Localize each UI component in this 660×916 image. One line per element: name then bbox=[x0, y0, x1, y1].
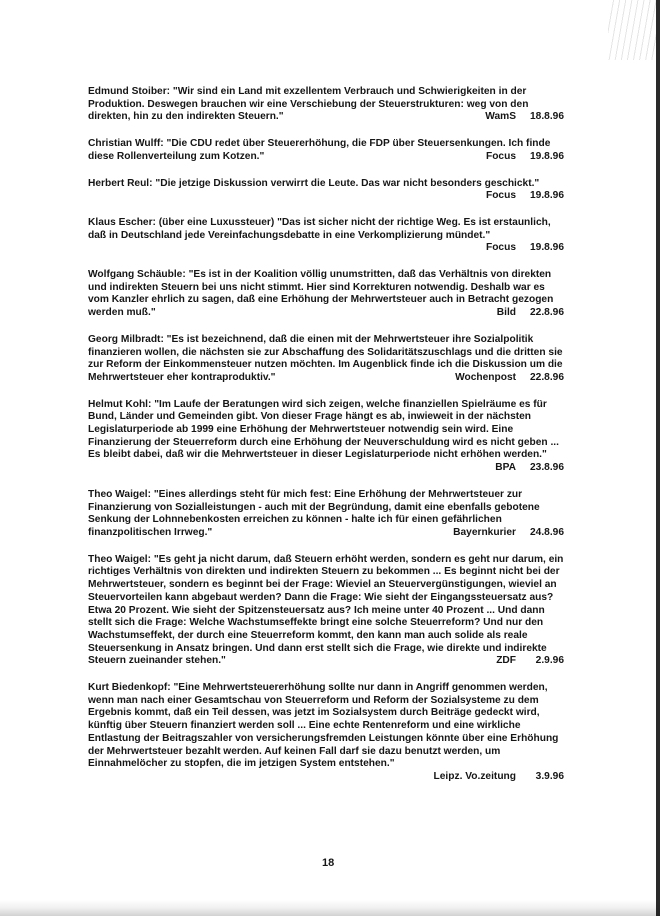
source-name: Wochenpost bbox=[455, 371, 516, 383]
source-name: ZDF bbox=[496, 655, 516, 667]
source-name: BPA bbox=[495, 462, 516, 474]
quote-speaker: Georg Milbradt: bbox=[88, 333, 164, 345]
scan-edge-shadow bbox=[656, 0, 660, 916]
source-date: 3.9.96 bbox=[535, 770, 564, 782]
quote-source bbox=[496, 655, 564, 668]
quote-source bbox=[485, 111, 564, 124]
quote-block bbox=[88, 554, 564, 668]
source-date: 18.8.96 bbox=[530, 111, 564, 123]
quote-block bbox=[88, 269, 564, 320]
source-date: 22.8.96 bbox=[530, 307, 564, 319]
source-date: 22.8.96 bbox=[530, 371, 564, 383]
page-number: 18 bbox=[322, 857, 335, 869]
quote-speaker: Theo Waigel: bbox=[88, 553, 152, 565]
quote-speaker: Theo Waigel: bbox=[88, 488, 152, 500]
source-name: Bayernkurier bbox=[453, 526, 516, 538]
source-date: 19.8.96 bbox=[530, 190, 564, 202]
quote-text: "Die CDU redet über Steuererhöhung, die FDP über Steuersenkungen. Ich finde diese Rollenverteilung zum Kotzen." bbox=[88, 138, 551, 162]
source-name: Focus bbox=[485, 242, 516, 254]
quote-block bbox=[88, 682, 564, 784]
source-date: 19.8.96 bbox=[530, 150, 564, 162]
quote-source bbox=[495, 462, 564, 475]
quote-block bbox=[88, 489, 564, 540]
quote-speaker: Helmut Kohl: bbox=[88, 398, 152, 410]
source-date: 23.8.96 bbox=[530, 462, 564, 474]
quote-text: "Im Laufe der Beratungen wird sich zeigen, welche finanziellen Spielräume es für Bund, Länder und Gemeinden gibt. Von dieser Frage hängt es ab, inwieweit in der nächsten Legislaturperiode ab 1999 eine Erhöhung der Mehrwertsteuer notwendig sein wird. Eine Finanzierung der Steuerreform durch eine Erhöhung der Neuverschuldung wird es nicht geben ... Es bleibt dabei, daß wir die Mehrwertsteuer in dieser Legislaturperiode nicht erhöhen werden." bbox=[88, 398, 559, 461]
quote-text: (über eine Luxussteuer) "Das ist sicher nicht der richtige Weg. Es ist erstaunlich, daß in Deutschland jede Vereinfachungsdebatte in eine Verkomplizierung mündet." bbox=[88, 216, 551, 241]
quote-source bbox=[88, 190, 564, 203]
quote-source bbox=[497, 307, 564, 320]
quote-text: "Eine Mehrwertsteuererhöhung sollte nur dann in Angriff genommen werden, wenn man nach einer Gesamtschau von Steuerreform und Reform der Sozialsysteme zu dem Ergebnis kommt, daß ein Teil dessen, was jetzt im Sozialsystem durch Beiträge gedeckt wird, künftig über Steuern finanziert werden soll ... Eine echte Rentenreform und eine wirkliche Entlastung der Beitragszahler von versicherungsfremden Leistungen könnte über eine Erhöhung der Mehrwertsteuer bezahlt werden. Auf keinen Fall darf sie dazu benutzt werden, um Einnahmelöcher zu stopfen, die im jetzigen System entstehen." bbox=[88, 682, 559, 770]
source-name: Bild bbox=[496, 307, 516, 319]
quote-speaker: Herbert Reul: bbox=[88, 177, 153, 189]
quote-speaker: Wolfgang Schäuble: bbox=[88, 269, 186, 281]
quote-block bbox=[88, 399, 564, 475]
source-name: Focus bbox=[485, 190, 516, 202]
quote-block bbox=[88, 86, 564, 124]
quote-speaker: Kurt Biedenkopf: bbox=[88, 682, 171, 694]
quote-block bbox=[88, 178, 564, 203]
quote-text: "Wir sind ein Land mit exzellentem Verbrauch und Schwierigkeiten in der Produktion. Deswegen brauchen wir eine Verschiebung der Steuerstrukturen: weg von den direkten, hin zu den indirekten Steuern." bbox=[88, 86, 529, 123]
source-name: Focus bbox=[485, 150, 516, 162]
quote-source bbox=[455, 372, 564, 385]
source-date: 2.9.96 bbox=[535, 655, 564, 667]
quote-speaker: Christian Wulff: bbox=[88, 138, 164, 150]
quote-source bbox=[88, 771, 564, 784]
quote-text: "Eines allerdings steht für mich fest: Eine Erhöhung der Mehrwertsteuer zur Finanzierung von Sozialleistungen - auch mit der Begründung, damit eine ebenfalls gebotene Senkung der Lohnnebenkosten erreichen zu können - halte ich für einen gefährlichen finanzpolitischen Irrweg." bbox=[88, 488, 540, 538]
quote-list bbox=[88, 86, 564, 798]
quote-text: "Es ist in der Koalition völlig unumstritten, daß das Verhältnis von direkten und indirekten Steuern bei uns nicht stimmt. Hier sind Korrekturen notwendig. Deshalb war es vom Kanzler ehrlich zu sagen, daß eine Erhöhung der Mehrwertsteuer auch in Betracht gezogen werden muß." bbox=[88, 269, 554, 319]
source-name: WamS bbox=[485, 111, 516, 123]
quote-text: "Die jetzige Diskussion verwirrt die Leute. Das war nicht besonders geschickt." bbox=[152, 177, 540, 189]
quote-speaker: Klaus Escher: bbox=[88, 216, 156, 228]
quote-source bbox=[88, 242, 564, 255]
quote-speaker: Edmund Stoiber: bbox=[88, 86, 171, 97]
quote-source bbox=[453, 527, 564, 540]
source-date: 24.8.96 bbox=[530, 526, 564, 538]
quote-block bbox=[88, 138, 564, 163]
quote-source bbox=[486, 151, 564, 164]
quote-text: "Es geht ja nicht darum, daß Steuern erhöht werden, sondern es geht nur darum, ein richtiges Verhältnis von direkten und indirekten Steuern zu bekommen ... Es beginnt nicht bei der Mehrwertsteuer, sondern es beginnt bei der Frage: Wieviel an Steuervergünstigungen, wieviel an Steuervorteilen kann abgebaut werden? Dann die Frage: Wie sieht der Eingangssteuersatz aus? Etwa 20 Prozent. Wie sieht der Spitzensteuersatz aus? Ich meine unter 40 Prozent ... Und dann stellt sich die Frage: Welche Wachstumseffekte bringt eine solche Steuerreform? Und nur den Wachstumseffekt, der durch eine Steuerreform kommt, den kann man auch solide als reale Steuersenkung in Ansatz bringen. Und dann erst stellt sich die Frage, wie direkte und indirekte Steuern zueinander stehen." bbox=[88, 553, 564, 667]
source-name: Leipz. Vo.zeitung bbox=[433, 770, 516, 782]
scan-corner-artifact bbox=[608, 0, 656, 60]
source-date: 19.8.96 bbox=[530, 242, 564, 254]
quote-block bbox=[88, 334, 564, 385]
scan-bottom-shadow bbox=[0, 900, 660, 916]
quote-text: "Es ist bezeichnend, daß die einen mit der Mehrwertsteuer ihre Sozialpolitik finanzieren wollen, die nächsten sie zur Abschaffung des Solidaritätszuschlags und die dritten sie zur Reform der Einkommensteuer nutzen möchten. Im Augenblick finde ich die Diskussion um die Mehrwertsteuer eher kontraproduktiv." bbox=[88, 333, 563, 383]
quote-block bbox=[88, 217, 564, 255]
